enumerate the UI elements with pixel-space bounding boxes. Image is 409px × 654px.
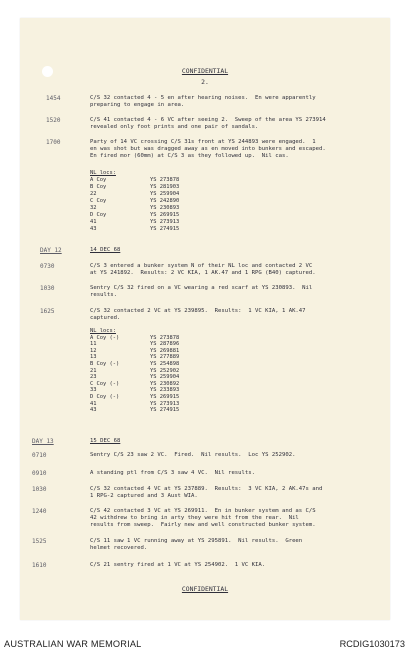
loc-grid: YS 274915 [150, 407, 180, 414]
day-date: 14 DEC 68 [90, 247, 121, 253]
entry-time: 1525 [32, 538, 47, 545]
loc-unit: 41 [90, 400, 97, 407]
entry-text: C/S 21 sentry fired at 1 VC at YS 254902. 1 VC KIA. [90, 562, 266, 568]
entry-text: C/S 32 contacted 4 VC at YS 237889. Results: 3 VC KIA, 2 AK.47s and 1 RPG-2 captured and 3 Aust WIA. [90, 486, 323, 499]
loc-grid: YS 269915 [150, 394, 180, 400]
loc-grid: YS 269881 [150, 347, 180, 354]
institution-name: AUSTRALIAN WAR MEMORIAL [4, 639, 142, 649]
entry-text: C/S 11 saw 1 VC running away at YS 295891. Nil results. Green helmet recovered. [90, 538, 303, 551]
day-date: 15 DEC 68 [90, 438, 121, 444]
entry-time: 1625 [40, 308, 55, 315]
loc-grid: YS 259904 [150, 191, 180, 197]
entry-time: 1700 [46, 139, 61, 146]
loc-unit: 11 [90, 341, 97, 348]
entry-text: A standing ptl from C/S 3 saw 4 VC. Nil results. [90, 470, 256, 476]
loc-unit: A Coy (-) [90, 334, 120, 341]
entry-time: 0710 [32, 452, 47, 459]
nl-locs-title: NL locs: [90, 170, 116, 176]
loc-unit: 43 [90, 407, 97, 414]
loc-unit: D Coy [90, 212, 107, 218]
record-reference: RCDIG1030173 [339, 639, 405, 649]
day-label: DAY 12 [40, 247, 62, 254]
loc-unit: B Coy [90, 184, 107, 190]
loc-unit: 22 [90, 191, 97, 197]
entry-text: C/S 41 contacted 4 - 6 VC after seeing 2. Sweep of the area YS 273914 revealed only foot prints and one pair of sandals. [90, 117, 326, 130]
loc-grid: YS 274915 [150, 226, 180, 232]
loc-grid: YS 273878 [150, 177, 180, 183]
entry-time: 1454 [46, 95, 61, 102]
loc-grid: YS 281903 [150, 184, 180, 190]
entry-time: 0730 [40, 263, 55, 270]
loc-grid: YS 233893 [150, 387, 180, 394]
entry-text: C/S 42 contacted 3 VC at YS 269911. En in bunker system and as C/S 42 withdrew to bring in arty they were hit from the rear. Nil results from sweep. Fairly new and well constructed bunker system. [90, 508, 316, 528]
entry-text: Sentry C/S 23 saw 2 VC. Fired. Nil results. Loc YS 252902. [90, 452, 296, 458]
loc-grid: YS 259904 [150, 374, 180, 381]
entry-time: 1030 [32, 486, 47, 493]
loc-grid: YS 230892 [150, 380, 180, 387]
entry-text: Party of 14 VC crossing C/S 31s front at YS 244893 were engaged. 1 en was shot but was dragged away as en moved into bunkers and escaped. En fired mor (60mm) at C/S 3 as they followed up. Nil cas. [90, 139, 326, 159]
loc-grid: YS 242890 [150, 198, 180, 204]
loc-unit: 43 [90, 226, 97, 232]
loc-unit: A Coy [90, 177, 107, 183]
loc-grid: YS 273878 [150, 334, 180, 341]
loc-unit: 32 [90, 205, 97, 211]
loc-grid: YS 230893 [150, 205, 180, 211]
loc-unit: D Coy (-) [90, 394, 120, 400]
loc-unit: 23 [90, 374, 97, 381]
archive-footer [0, 636, 409, 654]
entry-time: 0910 [32, 470, 47, 477]
loc-unit: B Coy (-) [90, 361, 120, 367]
loc-grid: YS 277889 [150, 354, 180, 361]
loc-unit: 33 [90, 387, 97, 394]
entry-time: 1240 [32, 508, 47, 515]
entry-text: C/S 32 contacted 2 VC at YS 239895. Results: 1 VC KIA, 1 AK.47 captured. [90, 308, 306, 321]
loc-unit: 12 [90, 347, 97, 354]
entry-time: 1520 [46, 117, 61, 124]
nl-locs-title: NL locs: [90, 328, 116, 334]
loc-unit: C Coy [90, 198, 107, 204]
entry-text: Sentry C/S 32 fired on a VC wearing a red scarf at YS 230893. Nil results. [90, 285, 313, 298]
loc-grid: YS 254898 [150, 361, 180, 367]
loc-grid: YS 269915 [150, 212, 180, 218]
nl-locs-table [90, 328, 290, 418]
loc-unit: C Coy (-) [90, 380, 120, 387]
loc-unit: 21 [90, 367, 97, 374]
entry-time: 1030 [40, 285, 55, 292]
entry-text: C/S 3 entered a bunker system N of their NL loc and contacted 2 VC at YS 241892. Results: 2 VC KIA, 1 AK.47 and 1 RPG (B40) captured. [90, 263, 316, 276]
document-page [20, 18, 390, 620]
loc-unit: 13 [90, 354, 97, 361]
loc-grid: YS 252902 [150, 367, 180, 374]
loc-grid: YS 273913 [150, 400, 180, 407]
nl-locs-table [90, 170, 290, 250]
entry-time: 1610 [32, 562, 47, 569]
loc-grid: YS 273913 [150, 219, 180, 225]
classification-bottom: CONFIDENTIAL [181, 585, 229, 593]
loc-grid: YS 287896 [150, 341, 180, 348]
classification-top: CONFIDENTIAL [181, 67, 229, 75]
day-label: DAY 13 [32, 438, 54, 445]
entry-text: C/S 32 contacted 4 - 5 en after hearing noises. En were apparently preparing to engage in area. [90, 95, 316, 108]
page-number: 2. [201, 78, 209, 86]
loc-unit: 41 [90, 219, 97, 225]
